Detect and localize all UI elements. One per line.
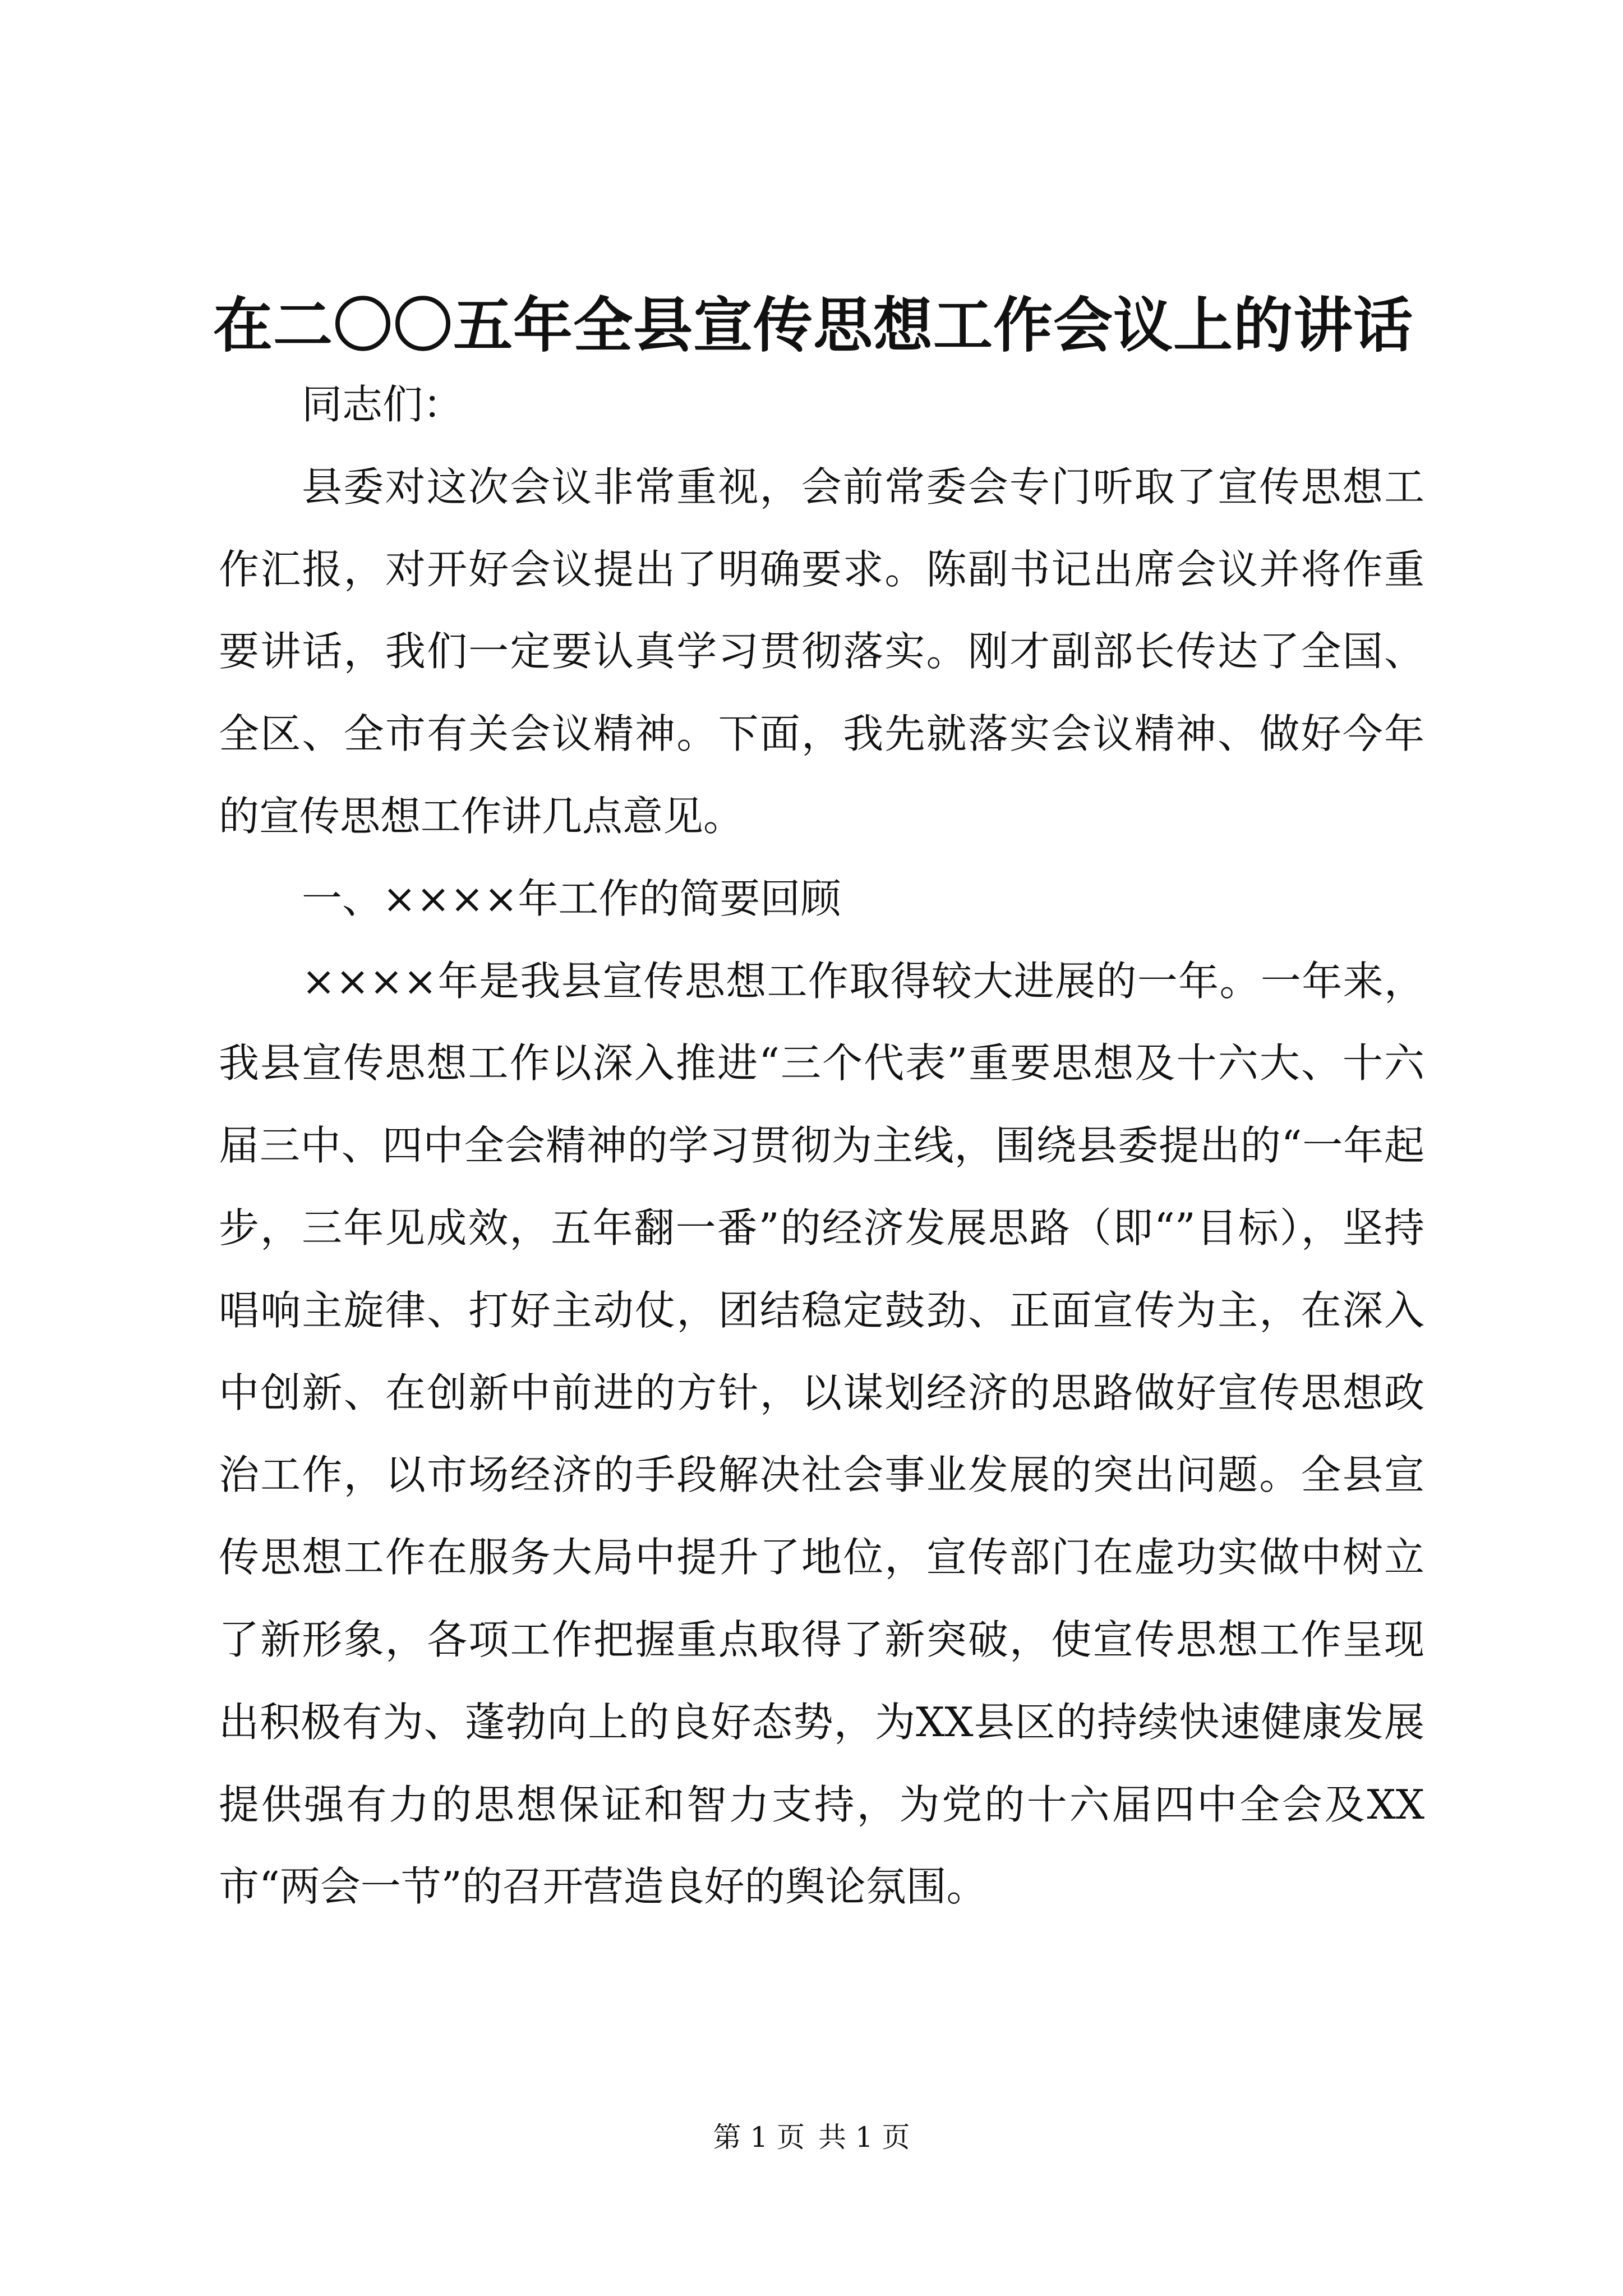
document-title: 在二〇〇五年全县宣传思想工作会议上的讲话 [213, 290, 1413, 360]
section-heading: 一、××××年工作的简要回顾 [302, 875, 841, 922]
document-body [219, 364, 1424, 1928]
page-total: 共 1 页 [818, 2121, 910, 2154]
page-number: 第 1 页 [713, 2121, 805, 2154]
intro-paragraph: 县委对这次会议非常重视，会前常委会专门听取了宣传思想工作汇报，对开好会议提出了明确要求。陈副书记出席会议并将作重要讲话，我们一定要认真学习贯彻落实。刚才副部长传达了全国、全区、全市有关会议精神。下面，我先就落实会议精神、做好今年的宣传思想工作讲几点意见。 [219, 463, 1424, 840]
salutation-paragraph: 同志们： [302, 381, 464, 428]
page-footer [0, 2118, 1623, 2157]
review-paragraph: ××××年是我县宣传思想工作取得较大进展的一年。一年来，我县宣传思想工作以深入推进“三个代表”重要思想及十六大、十六届三中、四中全会精神的学习贯彻为主线，围绕县委提出的“一年起步，三年见成效，五年翻一番”的经济发展思路（即“”目标），坚持唱响主旋律、打好主动仗，团结稳定鼓劲、正面宣传为主，在深入中创新、在创新中前进的方针，以谋划经济的思路做好宣传思想政治工作，以市场经济的手段解决社会事业发展的突出问题。全县宣传思想工作在服务大局中提升了地位，宣传部门在虚功实做中树立了新形象，各项工作把握重点取得了新突破，使宣传思想工作呈现出积极有为、蓬勃向上的良好态势，为XX县区的持续快速健康发展提供强有力的思想保证和智力支持，为党的十六届四中全会及XX市“两会一节”的召开营造良好的舆论氛围。 [219, 957, 1424, 1911]
